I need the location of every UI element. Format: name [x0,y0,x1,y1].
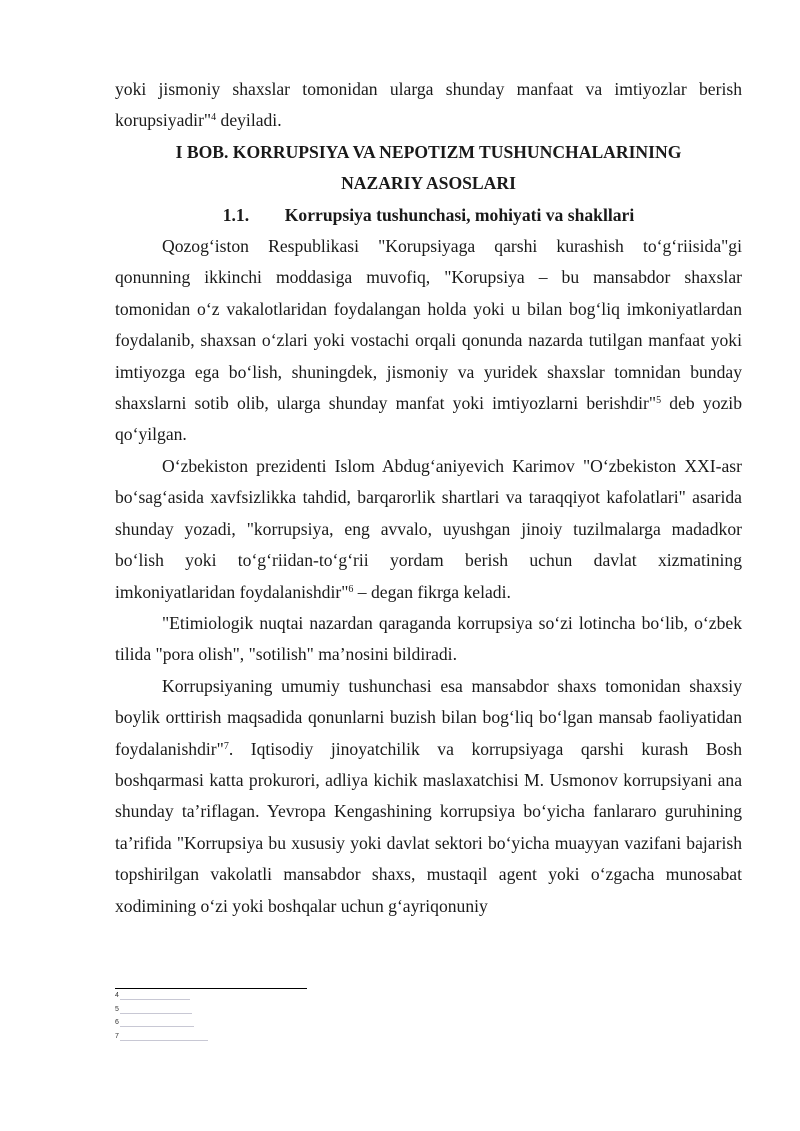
paragraph-1 [115,231,742,451]
footnote-number: 4 [115,992,119,999]
intro-paragraph [115,74,742,137]
chapter-title-line2: NAZARIY ASOSLARI [341,173,516,194]
chapter-title [115,137,742,200]
intro-tail: deyiladi. [216,110,282,131]
document-body [115,74,742,922]
footnotes [115,991,208,1045]
footnote-item [115,1005,208,1019]
footnote-number: 6 [115,1019,119,1026]
paragraph-1-tail: deb yozib qo‘yilgan. [115,393,742,445]
footnote-item [115,991,208,1005]
footnote-separator [115,988,307,989]
footnote-item [115,1032,208,1046]
footnote-link[interactable] [120,1026,194,1027]
footnote-ref-5[interactable]: 5 [656,395,662,407]
paragraph-4-tail: . Iqtisodiy jinoyatchilik va korrupsiyaga qarshi kurash Bosh boshqarmasi katta prokurori, adliya kichik maslaxatchisi M. Usmonov korrupsiyani ana shunday ta’riflagan. Yevropa Kengashining korrupsiya bo‘yicha fanlararo guruhining ta’rifida "Korrupsiya bu xususiy yoki davlat sektori bo‘yicha muayyan vazifani bajarish topshirilgan vakolatli mansabdor shaxs, mustaqil agent yoki o‘zgacha munosabat xodimining o‘zi yoki boshqalar uchun g‘ayriqonuniy [115,738,742,916]
paragraph-4-text: Korrupsiyaning umumiy tushunchasi esa mansabdor shaxs tomonidan shaxsiy boylik orttirish maqsadida qonunlarni buzish bilan bog‘liq bo‘lgan mansab faoliyatidan foydalanishdir" [115,675,742,759]
footnote-number: 7 [115,1032,119,1040]
footnote-ref-4[interactable]: 4 [211,112,217,124]
footnote-item [115,1018,208,1032]
footnote-link[interactable] [120,1013,192,1014]
intro-text: yoki jismoniy shaxslar tomonidan ularga shunday manfaat va imtiyozlar berish korupsiyadir" [115,79,742,131]
paragraph-4 [115,671,742,922]
footnote-number: 5 [115,1005,119,1013]
paragraph-3-text: "Etimiologik nuqtai nazardan qaraganda korrupsiya so‘zi lotincha bo‘lib, o‘zbek tilida "pora olish", "sotilish" ma’nosini bildiradi. [115,612,742,665]
paragraph-3 [115,608,742,671]
section-title-text: Korrupsiya tushunchasi, mohiyati va shakllari [284,204,635,225]
footnote-link[interactable] [120,999,190,1000]
chapter-title-line1: I BOB. KORRUPSIYA VA NEPOTIZM TUSHUNCHALARINING [175,141,682,162]
section-title [115,200,742,231]
paragraph-1-text: Qozog‘iston Respublikasi "Korupsiyaga qarshi kurashish to‘g‘riisida"gi qonunning ikkinchi moddasiga muvofiq, "Korupsiya – bu mansabdor shaxslar tomonidan o‘z vakalotlaridan foydalangan holda yoki u bilan bog‘liq imkoniyatlardan foydalanib, shaxsan o‘zlari yoki vostachi orqali qonunda nazarda tutilgan manfaat yoki imtiyozga ega bo‘lish, shuningdek, jismoniy va yuridek shaxslar tomnidan bunday shaxslarni sotib olib, ularga shunday manfat yoki imtiyozlarni berishdir" [115,236,742,414]
paragraph-2-text: O‘zbekiston prezidenti Islom Abdug‘aniyevich Karimov "O‘zbekiston XXI-asr bo‘sag‘asida xavfsizlikka tahdid, barqarorlik shartlari va taraqqiyot kafolatlari" asarida shunday yozadi, "korrupsiya, eng avvalo, uyushgan jinoiy tuzilmalarga madadkor bo‘lish yoki to‘g‘riidan-to‘g‘rii yordam berish uchun davlat xizmatining imkoniyatlaridan foydalanishdir" [115,455,742,602]
section-number: 1.1. [222,204,250,225]
footnote-ref-6[interactable]: 6 [348,583,354,595]
paragraph-2-tail: – degan fikrga keladi. [353,581,511,602]
footnote-ref-7[interactable]: 7 [223,740,229,752]
paragraph-2 [115,451,742,608]
footnote-link[interactable] [120,1040,208,1041]
